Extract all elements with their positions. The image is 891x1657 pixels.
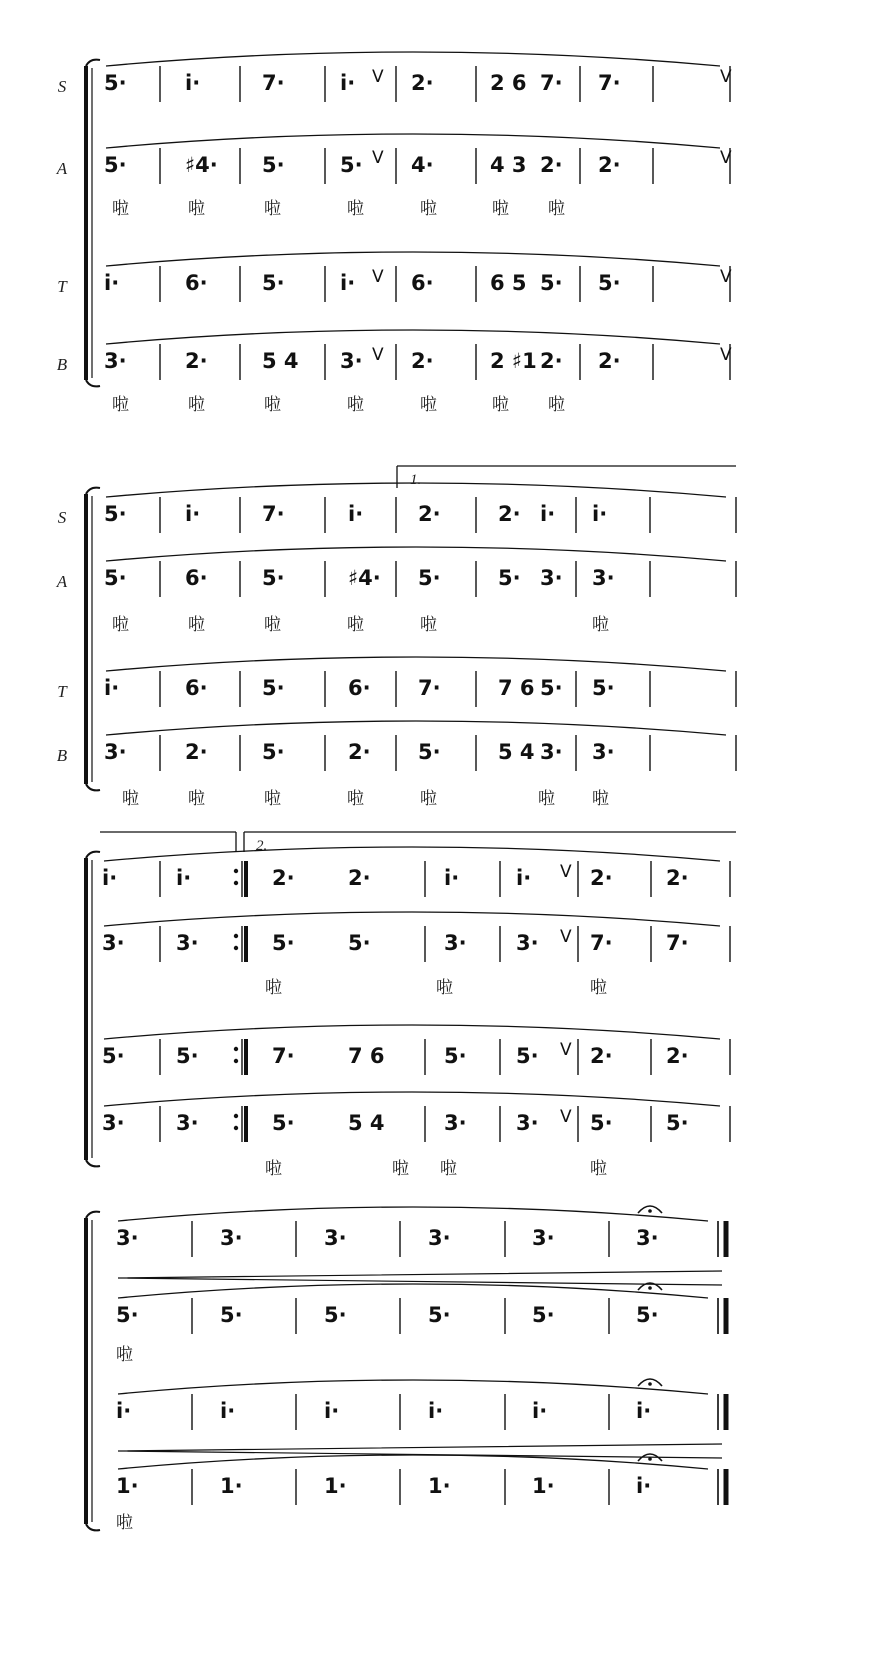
note: 6· [348, 676, 371, 700]
lyric-alto: 啦 [188, 199, 205, 219]
lyric-bass: 啦 [347, 789, 364, 809]
note: 3· [428, 1226, 451, 1250]
lyric-bass: 啦 [538, 789, 555, 809]
note: i· [185, 502, 201, 526]
bracket-curl-bottom [86, 1524, 100, 1530]
lyric-alto: 啦 [264, 615, 281, 635]
note: 6· [411, 271, 434, 295]
note: 2· [590, 1044, 613, 1068]
note: 7· [598, 71, 621, 95]
note: 3· [532, 1226, 555, 1250]
note: 5· [104, 153, 127, 177]
note: 3· [540, 740, 563, 764]
note: 5· [598, 271, 621, 295]
note: 5· [176, 1044, 199, 1068]
note: 3· [102, 1111, 125, 1135]
voice-label-t: T [57, 682, 67, 701]
note: 7 6 [498, 676, 535, 700]
note: i· [444, 866, 460, 890]
note: 5· [102, 1044, 125, 1068]
note: 3· [340, 349, 363, 373]
lyric-bass: 啦 [347, 395, 364, 415]
lyric-bass: 啦 [592, 789, 609, 809]
note: 5· [516, 1044, 539, 1068]
repeat-dot [234, 869, 238, 873]
slur [104, 912, 720, 926]
note: 2 ♯1 [490, 349, 537, 373]
slur [106, 330, 720, 344]
lyric-bass: 啦 [264, 395, 281, 415]
breath-mark: V [720, 148, 732, 168]
note: 3· [104, 349, 127, 373]
lyric-alto: 啦 [112, 615, 129, 635]
repeat-dot [234, 946, 238, 950]
note: 5 4 [498, 740, 535, 764]
note: 5· [444, 1044, 467, 1068]
lyric-bass: 啦 [116, 1513, 133, 1533]
note: 4· [411, 153, 434, 177]
note: 5· [428, 1303, 451, 1327]
note: i· [104, 676, 120, 700]
breath-mark: V [372, 345, 384, 365]
voice-label-b: B [56, 746, 68, 765]
voice-label-a: A [56, 159, 68, 178]
lyric-bass: 啦 [112, 395, 129, 415]
voice-label-s: S [57, 508, 67, 527]
note: 7· [262, 502, 285, 526]
bracket-curl-top [86, 60, 100, 66]
note: 1· [220, 1474, 243, 1498]
note: 2· [185, 349, 208, 373]
voice-label-b: B [56, 355, 68, 374]
slur [106, 547, 726, 561]
lyric-bass: 啦 [265, 1159, 282, 1179]
slur [104, 847, 720, 861]
note: 5· [104, 71, 127, 95]
note: 2· [590, 866, 613, 890]
lyric-bass: 啦 [420, 395, 437, 415]
note: i· [104, 271, 120, 295]
note: 3· [176, 1111, 199, 1135]
note: i· [636, 1399, 652, 1423]
lyric-alto: 啦 [347, 615, 364, 635]
note: i· [532, 1399, 548, 1423]
lyric-alto: 啦 [420, 615, 437, 635]
note: 5 4 [348, 1111, 385, 1135]
lyric-alto: 啦 [265, 978, 282, 998]
lyric-bass: 啦 [122, 789, 139, 809]
note: 5· [116, 1303, 139, 1327]
note: 3· [444, 931, 467, 955]
breath-mark: V [720, 267, 732, 287]
note: 5· [104, 502, 127, 526]
note: 3· [592, 566, 615, 590]
note: 3· [444, 1111, 467, 1135]
note: 5· [418, 740, 441, 764]
note: 5· [262, 676, 285, 700]
note: 2 6 [490, 71, 527, 95]
note: 2· [411, 71, 434, 95]
hairpin-lower [118, 1444, 722, 1458]
note: 2· [185, 740, 208, 764]
note: 3· [636, 1226, 659, 1250]
note: 2· [498, 502, 521, 526]
note: i· [185, 71, 201, 95]
slur [106, 657, 726, 671]
note: 3· [220, 1226, 243, 1250]
note: 5· [666, 1111, 689, 1135]
note: 3· [516, 1111, 539, 1135]
volta-2-label: 2. [256, 838, 268, 854]
lyric-alto: 啦 [492, 199, 509, 219]
note: 2· [418, 502, 441, 526]
note: 2· [666, 866, 689, 890]
lyric-bass: 啦 [440, 1159, 457, 1179]
note: 3· [104, 740, 127, 764]
note: 5· [590, 1111, 613, 1135]
note: 7· [262, 71, 285, 95]
system-2 [86, 488, 100, 791]
breath-mark: V [720, 345, 732, 365]
fermata-dot [648, 1382, 652, 1386]
note: i· [176, 866, 192, 890]
note: i· [592, 502, 608, 526]
lyric-alto: 啦 [116, 1345, 133, 1365]
volta-1-label: 1. [410, 472, 422, 488]
note: 2· [598, 153, 621, 177]
note: 2· [272, 866, 295, 890]
note: i· [636, 1474, 652, 1498]
note: 5· [540, 271, 563, 295]
note: 6· [185, 271, 208, 295]
breath-mark: V [560, 1107, 572, 1127]
note: i· [102, 866, 118, 890]
note: 5· [340, 153, 363, 177]
note: 4 3 [490, 153, 527, 177]
note: 3· [592, 740, 615, 764]
repeat-dot [234, 881, 238, 885]
note: 3· [516, 931, 539, 955]
bracket-curl-top [86, 488, 100, 494]
hairpin-upper [118, 1271, 722, 1285]
system-4 [86, 1212, 100, 1531]
bracket-curl-bottom [86, 380, 100, 386]
note: 7 6 [348, 1044, 385, 1068]
breath-mark: V [560, 927, 572, 947]
note: 7· [590, 931, 613, 955]
note: 2· [666, 1044, 689, 1068]
note: i· [428, 1399, 444, 1423]
slur [104, 1092, 720, 1106]
note: 6· [185, 566, 208, 590]
slur [106, 252, 720, 266]
note: 5· [262, 271, 285, 295]
voice-label-t: T [57, 277, 67, 296]
slur [106, 134, 720, 148]
note: i· [340, 271, 356, 295]
note: 7· [418, 676, 441, 700]
note: 5· [324, 1303, 347, 1327]
note: 2· [348, 740, 371, 764]
note: 3· [176, 931, 199, 955]
note: 1· [324, 1474, 347, 1498]
note: 5· [272, 1111, 295, 1135]
breath-mark: V [560, 1040, 572, 1060]
repeat-dot [234, 1047, 238, 1051]
lyric-bass: 啦 [392, 1159, 409, 1179]
note: 5· [272, 931, 295, 955]
note: 5 4 [262, 349, 299, 373]
note: 1· [532, 1474, 555, 1498]
note: 5· [532, 1303, 555, 1327]
bracket-curl-bottom [86, 1160, 100, 1166]
breath-mark: V [560, 862, 572, 882]
lyric-alto: 啦 [420, 199, 437, 219]
bracket-curl-bottom [86, 784, 100, 790]
breath-mark: V [372, 148, 384, 168]
note: 5· [262, 566, 285, 590]
note: 5· [104, 566, 127, 590]
note: ♯4· [348, 566, 381, 590]
slur [106, 52, 720, 66]
lyric-bass: 啦 [264, 789, 281, 809]
lyric-alto: 啦 [548, 199, 565, 219]
note: 5· [498, 566, 521, 590]
note: ♯4· [185, 153, 218, 177]
lyric-bass: 啦 [590, 1159, 607, 1179]
lyric-alto: 啦 [112, 199, 129, 219]
slur [118, 1284, 708, 1298]
note: 5· [348, 931, 371, 955]
note: 7· [540, 71, 563, 95]
note: 3· [540, 566, 563, 590]
note: i· [324, 1399, 340, 1423]
note: i· [220, 1399, 236, 1423]
repeat-dot [234, 1059, 238, 1063]
note: 3· [102, 931, 125, 955]
fermata-dot [648, 1286, 652, 1290]
lyric-alto: 啦 [188, 615, 205, 635]
note: 1· [428, 1474, 451, 1498]
lyric-alto: 啦 [592, 615, 609, 635]
note: i· [348, 502, 364, 526]
lyric-alto: 啦 [347, 199, 364, 219]
repeat-dot [234, 934, 238, 938]
system-3 [86, 852, 100, 1167]
lyric-alto: 啦 [264, 199, 281, 219]
system-1 [86, 60, 100, 387]
slur [118, 1207, 708, 1221]
repeat-dot [234, 1114, 238, 1118]
note: i· [340, 71, 356, 95]
bracket-curl-top [86, 1212, 100, 1218]
fermata-dot [648, 1209, 652, 1213]
note: 3· [324, 1226, 347, 1250]
note: 6 5 [490, 271, 527, 295]
bracket-curl-top [86, 852, 100, 858]
lyric-bass: 啦 [420, 789, 437, 809]
note: 5· [262, 153, 285, 177]
note: 6· [185, 676, 208, 700]
repeat-dot [234, 1126, 238, 1130]
voice-label-s: S [57, 77, 67, 96]
breath-mark: V [372, 267, 384, 287]
note: 2· [411, 349, 434, 373]
note: 5· [636, 1303, 659, 1327]
note: 7· [666, 931, 689, 955]
note: 2· [540, 153, 563, 177]
note: 3· [116, 1226, 139, 1250]
note: 5· [262, 740, 285, 764]
breath-mark: V [720, 67, 732, 87]
lyric-bass: 啦 [188, 395, 205, 415]
note: 5· [220, 1303, 243, 1327]
lyric-bass: 啦 [492, 395, 509, 415]
note: 2· [598, 349, 621, 373]
note: 5· [540, 676, 563, 700]
voice-label-a: A [56, 572, 68, 591]
note: i· [116, 1399, 132, 1423]
lyric-bass: 啦 [188, 789, 205, 809]
slur [118, 1380, 708, 1394]
slur [104, 1025, 720, 1039]
note: 5· [592, 676, 615, 700]
lyric-bass: 啦 [548, 395, 565, 415]
note: 2· [540, 349, 563, 373]
lyric-alto: 啦 [590, 978, 607, 998]
note: i· [516, 866, 532, 890]
note: 2· [348, 866, 371, 890]
breath-mark: V [372, 67, 384, 87]
note: 1· [116, 1474, 139, 1498]
note: i· [540, 502, 556, 526]
slur [106, 721, 726, 735]
note: 7· [272, 1044, 295, 1068]
note: 5· [418, 566, 441, 590]
lyric-alto: 啦 [436, 978, 453, 998]
